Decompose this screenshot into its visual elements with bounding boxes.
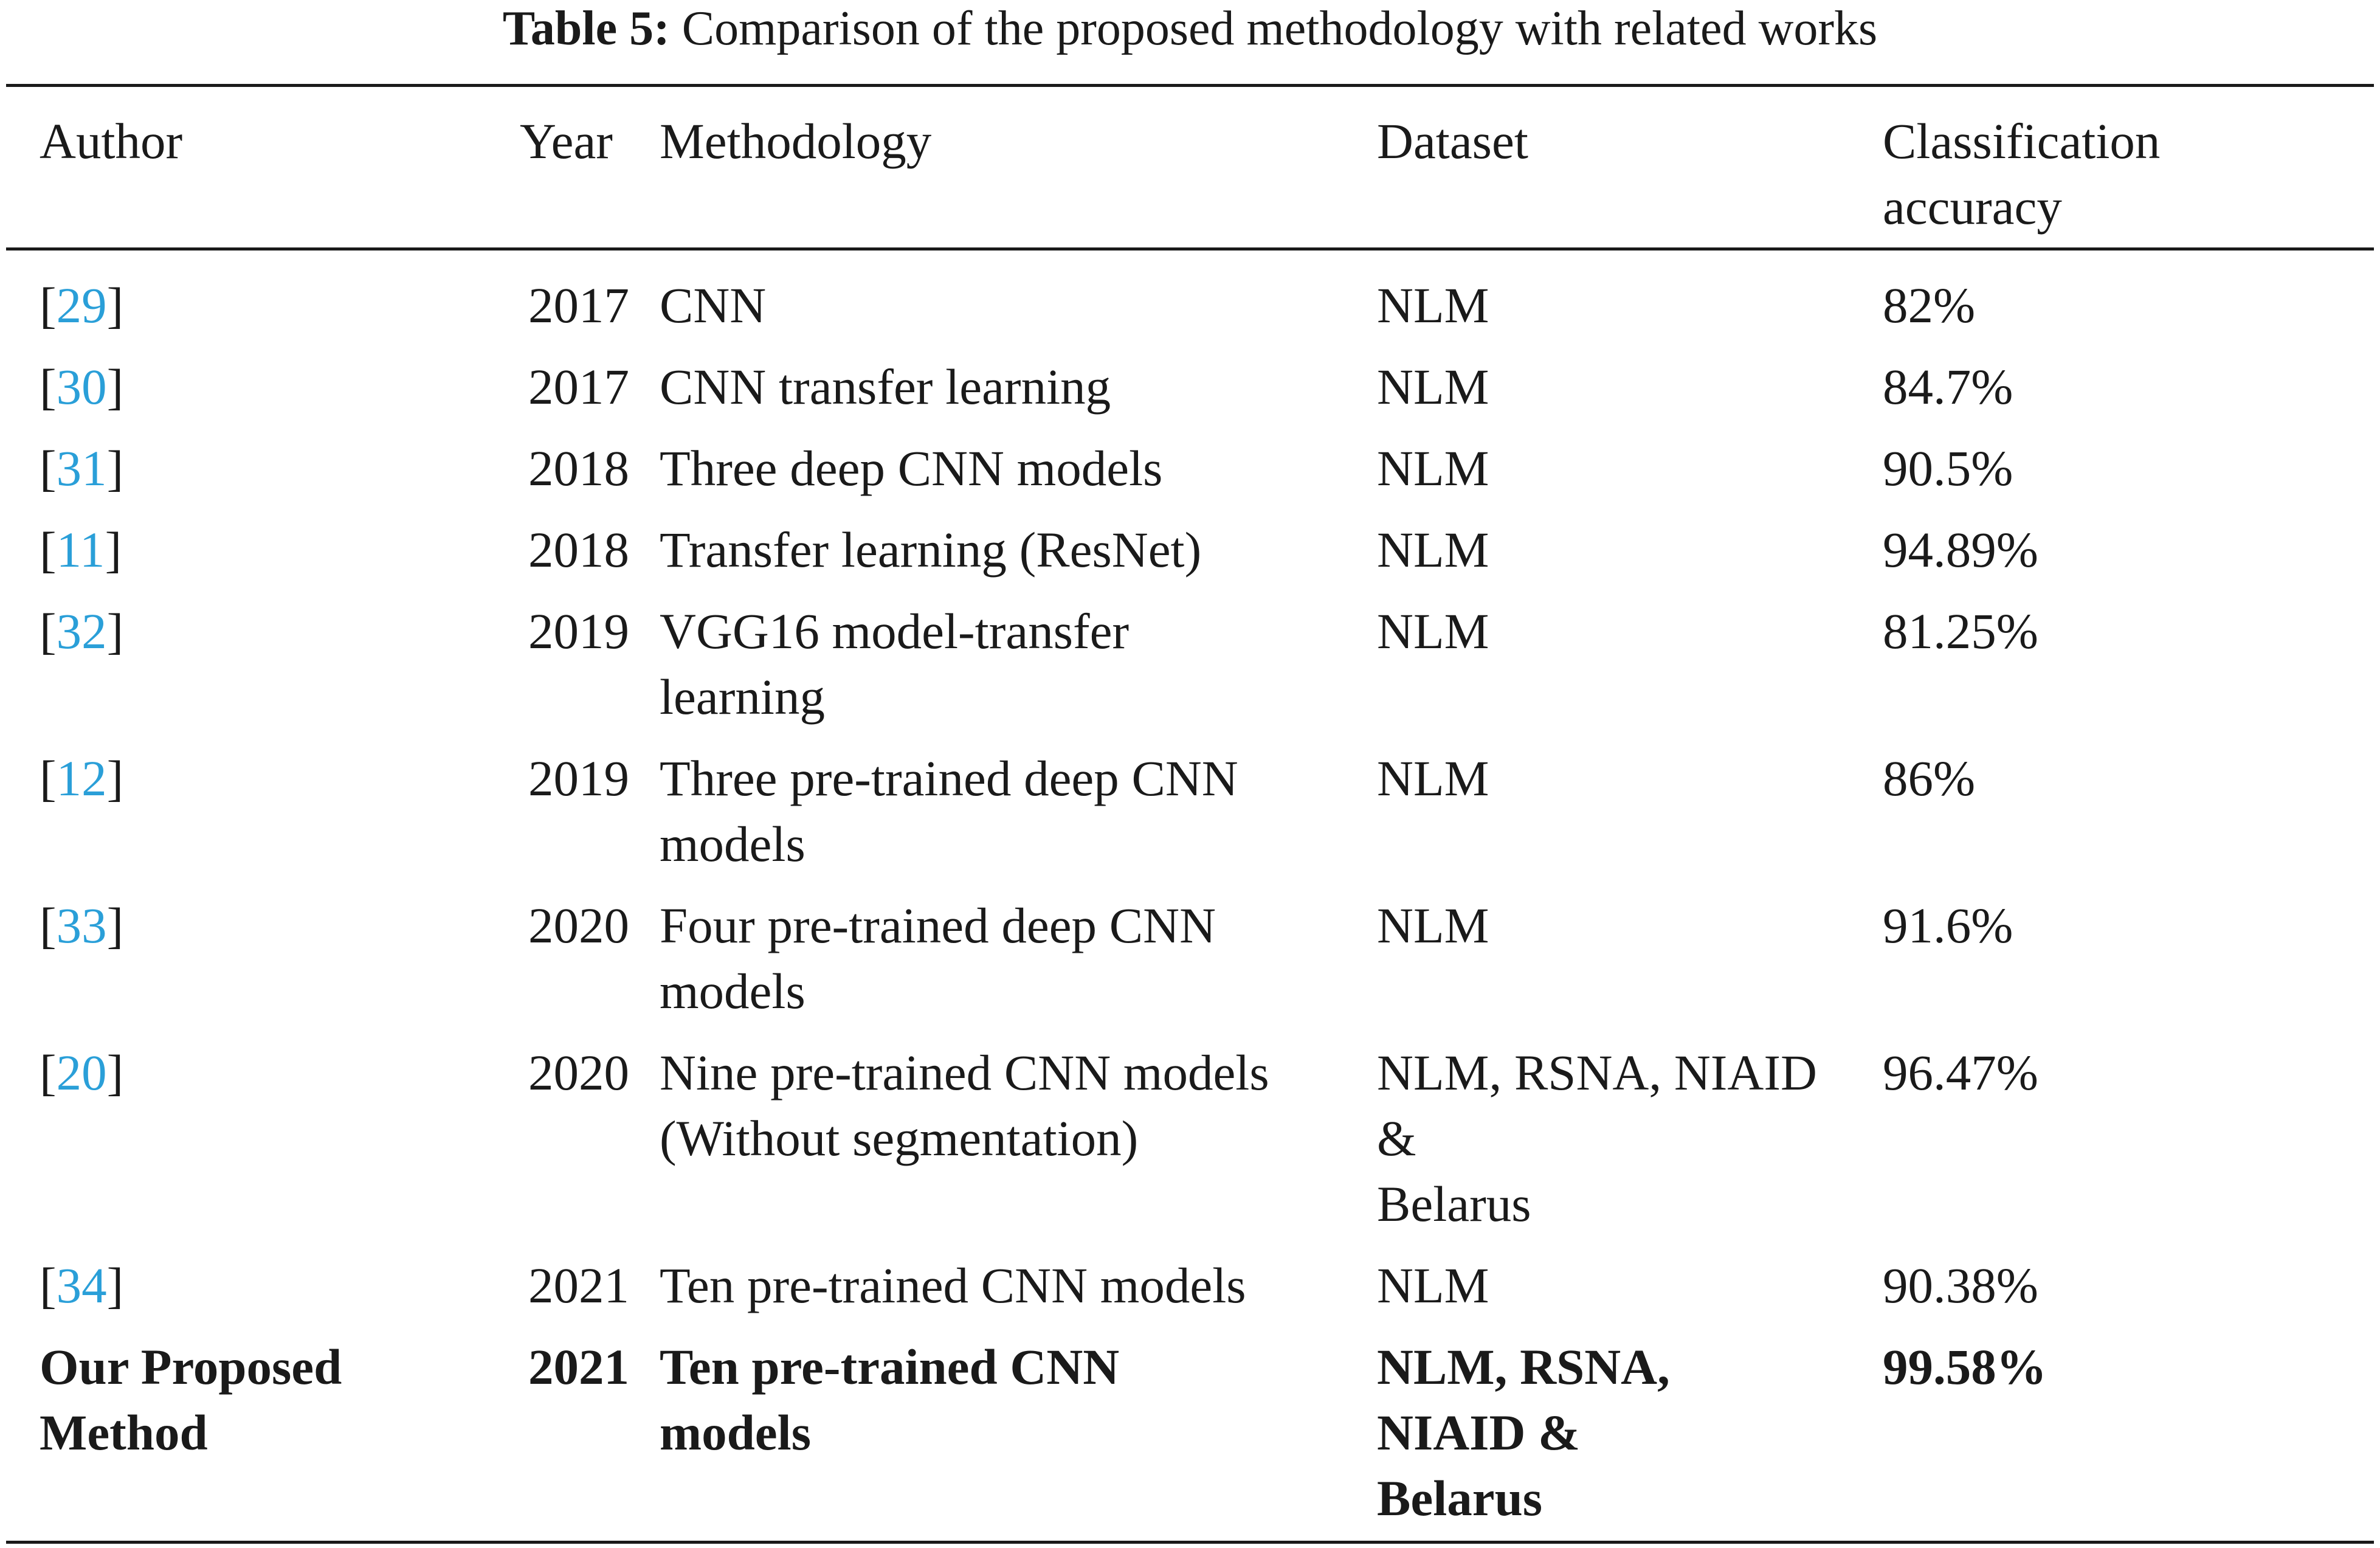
author-cell <box>0 1040 520 1253</box>
bracket-close: ] <box>105 522 122 578</box>
dataset-line: NLM, RSNA, NIAID <box>1377 1045 1817 1101</box>
dataset-line: Belarus <box>1377 1470 1543 1526</box>
methodology-line: Ten pre-trained CNN models <box>660 1257 1246 1313</box>
header-dataset: Dataset <box>1377 113 1528 169</box>
year-cell: 2017 <box>528 277 629 333</box>
methodology-line: Transfer learning (ResNet) <box>660 522 1202 578</box>
bracket-close: ] <box>106 603 124 659</box>
methodology-cell <box>660 1253 1377 1334</box>
reference-link[interactable]: 12 <box>56 750 107 806</box>
methodology-line: CNN transfer learning <box>660 359 1111 415</box>
methodology-cell <box>660 435 1377 517</box>
dataset-cell <box>1377 1253 1883 1334</box>
year-cell: 2021 <box>528 1339 629 1395</box>
bracket-close: ] <box>106 359 124 415</box>
table-row <box>0 1253 2380 1334</box>
header-accuracy-line: accuracy <box>1883 179 2062 235</box>
dataset-line: & <box>1377 1110 1416 1166</box>
methodology-cell <box>660 745 1377 893</box>
header-methodology: Methodology <box>660 113 932 169</box>
methodology-line: models <box>660 963 805 1019</box>
year-cell: 2018 <box>528 522 629 578</box>
accuracy-cell: 94.89% <box>1883 522 2038 578</box>
author-cell <box>0 435 520 517</box>
author-cell <box>0 272 520 354</box>
dataset-cell <box>1377 745 1883 893</box>
table-row <box>0 272 2380 354</box>
accuracy-cell: 84.7% <box>1883 359 2013 415</box>
dataset-cell <box>1377 354 1883 435</box>
author-line: Our Proposed <box>40 1339 342 1395</box>
reference-link[interactable]: 29 <box>56 277 107 333</box>
methodology-cell <box>660 598 1377 745</box>
methodology-cell <box>660 517 1377 598</box>
dataset-line: NLM, RSNA, <box>1377 1339 1670 1395</box>
reference-link[interactable]: 20 <box>56 1045 107 1101</box>
year-cell: 2020 <box>528 897 629 953</box>
dataset-cell <box>1377 517 1883 598</box>
methodology-line: Three pre-trained deep CNN <box>660 750 1238 806</box>
table-row <box>0 1040 2380 1253</box>
accuracy-cell: 86% <box>1883 750 1976 806</box>
methodology-cell <box>660 1334 1377 1531</box>
dataset-line: NLM <box>1377 440 1489 496</box>
header-year: Year <box>520 113 613 169</box>
dataset-cell <box>1377 598 1883 745</box>
methodology-line: VGG16 model-transfer <box>660 603 1130 659</box>
dataset-cell <box>1377 1040 1883 1253</box>
table-row <box>0 598 2380 745</box>
header-accuracy-line: Classification <box>1883 113 2161 169</box>
accuracy-cell: 99.58% <box>1883 1339 2047 1395</box>
author-cell <box>0 598 520 745</box>
year-cell: 2019 <box>528 750 629 806</box>
bracket-open: [ <box>40 522 57 578</box>
bracket-close: ] <box>106 1045 124 1101</box>
accuracy-cell: 82% <box>1883 277 1976 333</box>
proposed-method-row <box>0 1334 2380 1531</box>
bracket-close: ] <box>106 750 124 806</box>
bracket-close: ] <box>106 277 124 333</box>
author-line: Method <box>40 1405 208 1460</box>
dataset-line: NLM <box>1377 603 1489 659</box>
methodology-line: Four pre-trained deep CNN <box>660 897 1216 953</box>
bottom-rule <box>6 1541 2374 1544</box>
author-cell <box>0 354 520 435</box>
caption-text: Comparison of the proposed methodology with related works <box>681 2 1878 55</box>
accuracy-cell: 90.5% <box>1883 440 2013 496</box>
dataset-cell <box>1377 1334 1883 1531</box>
year-cell: 2021 <box>528 1257 629 1313</box>
accuracy-cell: 91.6% <box>1883 897 2013 953</box>
reference-link[interactable]: 34 <box>56 1257 107 1313</box>
table-row <box>0 435 2380 517</box>
reference-link[interactable]: 11 <box>56 522 105 578</box>
methodology-line: models <box>660 1405 811 1460</box>
dataset-cell <box>1377 435 1883 517</box>
bracket-close: ] <box>106 1257 124 1313</box>
table-row <box>0 893 2380 1040</box>
dataset-line: NIAID & <box>1377 1405 1581 1460</box>
bracket-open: [ <box>40 750 57 806</box>
bracket-open: [ <box>40 897 57 953</box>
author-cell <box>0 1253 520 1334</box>
dataset-line: NLM <box>1377 522 1489 578</box>
table-header-row <box>0 108 2380 248</box>
bracket-open: [ <box>40 1257 57 1313</box>
methodology-cell <box>660 1040 1377 1253</box>
dataset-line: Belarus <box>1377 1176 1531 1232</box>
methodology-line: (Without segmentation) <box>660 1110 1139 1166</box>
author-cell <box>0 745 520 893</box>
dataset-line: NLM <box>1377 1257 1489 1313</box>
dataset-cell <box>1377 272 1883 354</box>
year-cell: 2018 <box>528 440 629 496</box>
table-caption <box>0 0 2380 61</box>
caption-label: Table 5: <box>502 2 670 55</box>
dataset-line: NLM <box>1377 359 1489 415</box>
header-author: Author <box>40 113 183 169</box>
reference-link[interactable]: 31 <box>56 440 107 496</box>
bracket-open: [ <box>40 1045 57 1101</box>
bracket-open: [ <box>40 277 57 333</box>
methodology-line: models <box>660 816 805 872</box>
table-body <box>0 248 2380 1531</box>
methodology-line: CNN <box>660 277 767 333</box>
table-row <box>0 354 2380 435</box>
bracket-close: ] <box>106 897 124 953</box>
reference-link[interactable]: 33 <box>56 897 107 953</box>
dataset-cell <box>1377 893 1883 1040</box>
bracket-open: [ <box>40 440 57 496</box>
methodology-cell <box>660 272 1377 354</box>
bracket-close: ] <box>106 440 124 496</box>
methodology-line: Nine pre-trained CNN models <box>660 1045 1269 1101</box>
author-cell <box>0 1334 520 1531</box>
methodology-line: Three deep CNN models <box>660 440 1163 496</box>
year-cell: 2017 <box>528 359 629 415</box>
author-cell <box>0 517 520 598</box>
bracket-open: [ <box>40 359 57 415</box>
year-cell: 2019 <box>528 603 629 659</box>
accuracy-cell: 90.38% <box>1883 1257 2038 1313</box>
table-row <box>0 745 2380 893</box>
methodology-line: Ten pre-trained CNN <box>660 1339 1120 1395</box>
dataset-line: NLM <box>1377 897 1489 953</box>
author-cell <box>0 893 520 1040</box>
accuracy-cell: 96.47% <box>1883 1045 2038 1101</box>
methodology-cell <box>660 354 1377 435</box>
header-accuracy <box>1883 108 2380 248</box>
methodology-cell <box>660 893 1377 1040</box>
dataset-line: NLM <box>1377 750 1489 806</box>
table-row <box>0 517 2380 598</box>
reference-link[interactable]: 32 <box>56 603 107 659</box>
methodology-line: learning <box>660 669 825 725</box>
year-cell: 2020 <box>528 1045 629 1101</box>
dataset-line: NLM <box>1377 277 1489 333</box>
top-rule <box>6 84 2374 87</box>
comparison-table <box>0 108 2380 1531</box>
accuracy-cell: 81.25% <box>1883 603 2038 659</box>
bracket-open: [ <box>40 603 57 659</box>
reference-link[interactable]: 30 <box>56 359 107 415</box>
